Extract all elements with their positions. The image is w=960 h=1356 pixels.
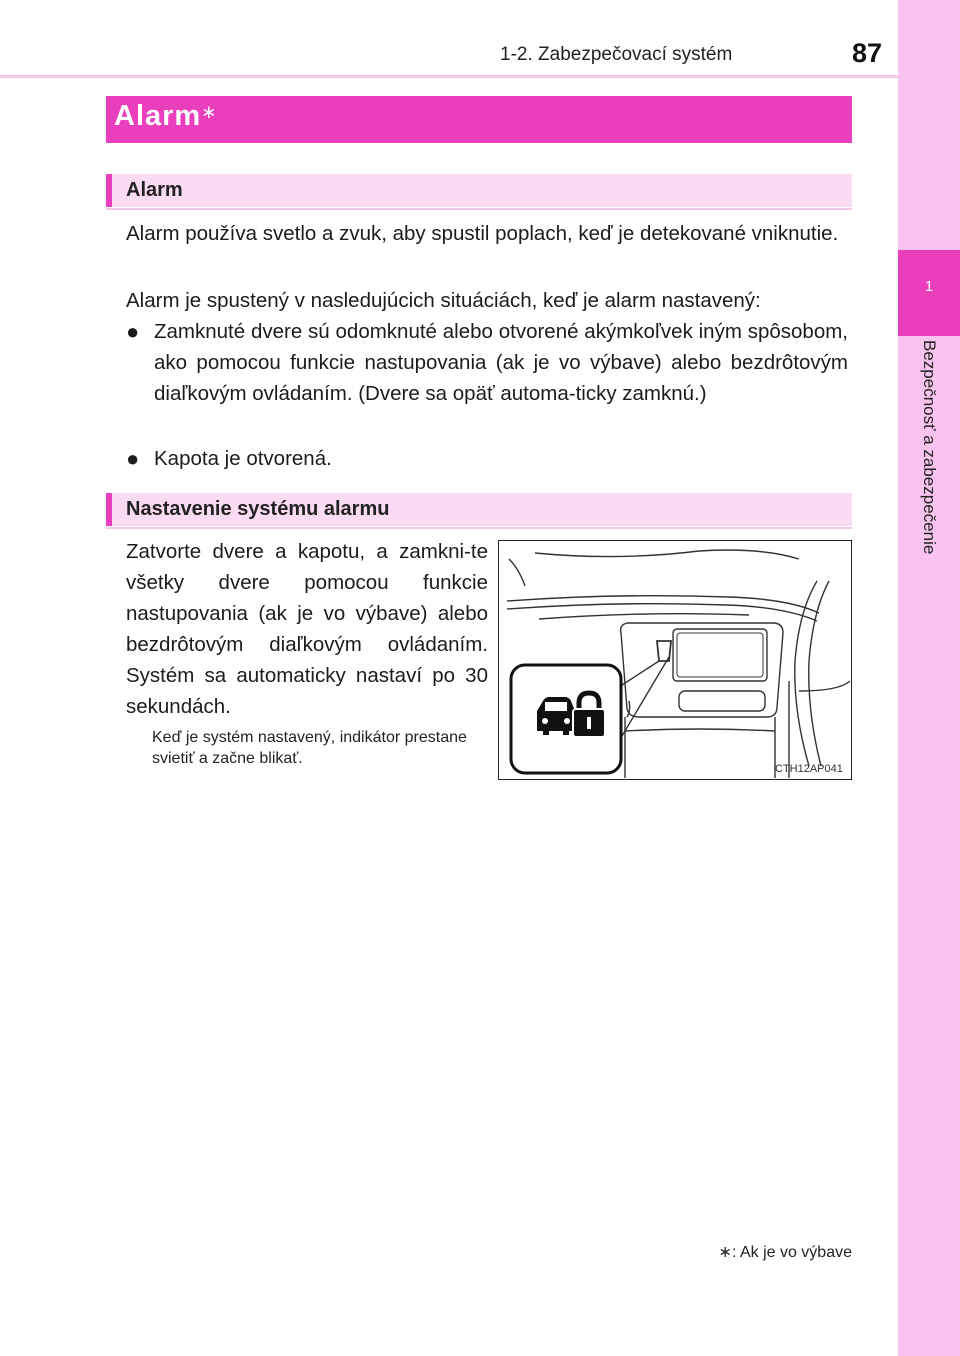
section-heading-underline xyxy=(106,527,852,529)
chapter-number: 1 xyxy=(924,278,934,295)
list-item xyxy=(126,316,848,440)
section-heading-alarm-text: Alarm xyxy=(126,179,183,201)
bullet-text: Zamknuté dvere sú odomknuté alebo otvorené akýmkoľvek iným spôsobom, ako pomocou funkcie nastupovania (ak je vo výbave) alebo bezdrôtovým diaľkovým ovládaním. (Dvere sa opäť automa-ticky zamknú.) xyxy=(154,320,848,405)
dashboard-drawing xyxy=(499,541,850,778)
page-title-text: Alarm xyxy=(114,100,202,132)
section-heading-alarm xyxy=(106,174,852,207)
section-heading-underline xyxy=(106,208,852,210)
footnote-text: : Ak je vo výbave xyxy=(731,1244,852,1261)
title-bar xyxy=(106,96,852,143)
bullet-icon: ● xyxy=(126,446,140,471)
alarm-description: Alarm používa svetlo a zvuk, aby spustil poplach, keď je detekované vniknutie. xyxy=(126,222,839,245)
equipment-star-icon: ∗ xyxy=(201,102,218,122)
setting-note: Keď je systém nastavený, indikátor prestane svietiť a začne blikať. xyxy=(152,729,467,767)
list-item xyxy=(126,443,848,474)
setting-instructions: Zatvorte dvere a kapotu, a zamkni-te všetky dvere pomocou funkcie nastupovania (ak je vo výbave) alebo bezdrôtovým diaľkovým ovládaním. Systém sa automaticky nastaví po 30 sekundách. xyxy=(126,540,488,718)
header-section-title: 1-2. Zabezpečovací systém xyxy=(500,44,733,65)
bullet-text: Kapota je otvorená. xyxy=(154,447,332,470)
figure-code: CTH12AP041 xyxy=(775,763,843,775)
footnote-star-icon: ∗ xyxy=(718,1244,732,1261)
dashboard-indicator-illustration xyxy=(498,540,852,780)
section-heading-setting xyxy=(106,493,852,526)
section-heading-setting-text: Nastavenie systému alarmu xyxy=(126,498,390,520)
chapter-title: Bezpečnosť a zabezpečenie xyxy=(920,340,939,555)
page-title xyxy=(114,100,217,133)
page-number: 87 xyxy=(852,38,883,68)
bullet-icon: ● xyxy=(126,319,140,344)
header-divider xyxy=(0,75,898,78)
alarm-trigger-intro: Alarm je spustený v nasledujúcich situáciách, keď je alarm nastavený: xyxy=(126,289,761,312)
footnote xyxy=(690,1242,852,1262)
chapter-side-tab xyxy=(898,0,960,1356)
